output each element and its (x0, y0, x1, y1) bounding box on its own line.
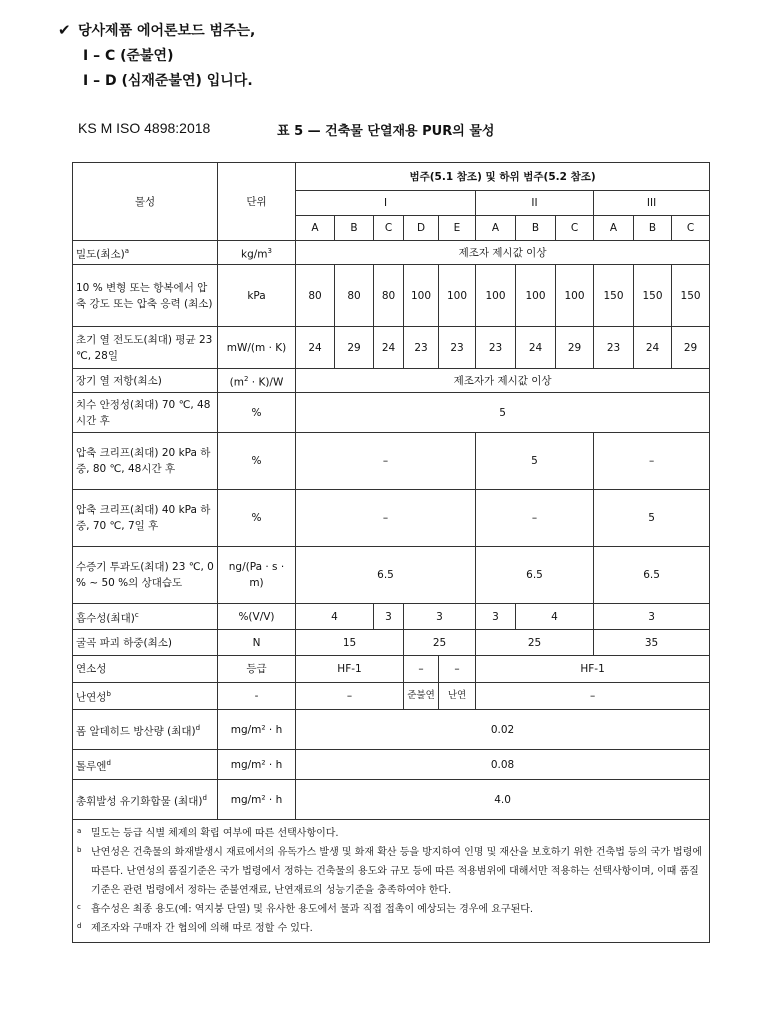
table-row (73, 710, 710, 750)
table-row (73, 656, 710, 683)
value-cell: 준불연 (404, 683, 439, 710)
value-cell: 100 (516, 265, 556, 327)
value-cell: 3 (374, 604, 404, 630)
row-label: 총휘발성 유기화합물 (최대)$^d$ (73, 780, 218, 820)
footnote-b: b 난연성은 건축물의 화재발생시 재료에서의 유독가스 발생 및 화재 확산 등을 방지하여 인명 및 재산을 보호하기 위한 건축법 등의 국가 법령에 따른다. 난연성의 품질기준은 국가 법령에서 정하는 건축물의 용도와 규모 등에 따른 적용범위에 대해서만 적용하는 선택사항이며, 이때 품질기준은 관련 법령에서 정하는 준불연재료, 난연재료의 성능기준을 충족하여야 한다. (77, 846, 703, 896)
unit-cell: mW/(m · K) (218, 327, 296, 369)
property-table (72, 162, 710, 943)
value-cell: 100 (556, 265, 594, 327)
value-cell: 23 (594, 327, 634, 369)
subcat-header: A (594, 216, 634, 241)
table-row (73, 490, 710, 547)
value-cell: 제조자 제시값 이상 (296, 241, 710, 265)
row-label: 밀도(최소)$^a$ (73, 241, 218, 265)
table-title: 표 5 — 건축물 단열재용 PUR의 물성 (277, 124, 495, 139)
footnote-d: d 제조자와 구매자 간 협의에 의해 따로 정할 수 있다. (77, 922, 313, 934)
subcat-header: B (516, 216, 556, 241)
value-cell: 6.5 (296, 547, 476, 604)
row-label: 흡수성(최대)$^c$ (73, 604, 218, 630)
value-cell: – (476, 683, 710, 710)
row-label: 폼 알데히드 방산량 (최대)$^d$ (73, 710, 218, 750)
subcat-header: C (556, 216, 594, 241)
value-cell: 3 (594, 604, 710, 630)
unit-cell: %(V/V) (218, 604, 296, 630)
unit-cell: - (218, 683, 296, 710)
value-cell: – (439, 656, 476, 683)
value-cell: 23 (404, 327, 439, 369)
unit-cell: N (218, 630, 296, 656)
value-cell: 100 (476, 265, 516, 327)
unit-cell: mg/m² · h (218, 750, 296, 780)
row-label: 10 % 변형 또는 항복에서 압축 강도 또는 압축 응력 (최소) (73, 265, 218, 327)
value-cell: 150 (634, 265, 672, 327)
group-header: II (476, 191, 594, 216)
table-row (73, 547, 710, 604)
value-cell: 4.0 (296, 780, 710, 820)
footnote-c: c 흡수성은 최종 용도(예: 역지붕 단열) 및 유사한 용도에서 물과 직접 접촉이 예상되는 경우에 요구된다. (77, 903, 534, 915)
row-label: 압축 크리프(최대) 40 kPa 하중, 70 ℃, 7일 후 (73, 490, 218, 547)
value-cell: 35 (594, 630, 710, 656)
intro-line-2: I – C (준불연) (83, 48, 174, 64)
value-cell: 80 (374, 265, 404, 327)
row-label: 수증기 투과도(최대) 23 ℃, 0 % ~ 50 %의 상대습도 (73, 547, 218, 604)
table-row (73, 241, 710, 265)
value-cell: 0.02 (296, 710, 710, 750)
intro-line-1 (58, 18, 255, 44)
value-cell: 0.08 (296, 750, 710, 780)
intro-heading: 당사제품 에어론보드 범주는, (78, 23, 256, 39)
value-cell: – (296, 490, 476, 547)
subcat-header: A (296, 216, 335, 241)
value-cell: – (594, 433, 710, 490)
value-cell: 제조자가 제시값 이상 (296, 369, 710, 393)
unit-cell: % (218, 490, 296, 547)
value-cell: 5 (476, 433, 594, 490)
table-row (73, 683, 710, 710)
row-label: 압축 크리프(최대) 20 kPa 하중, 80 ℃, 48시간 후 (73, 433, 218, 490)
unit-cell: mg/m² · h (218, 710, 296, 750)
row-label: 톨루엔$^d$ (73, 750, 218, 780)
value-cell: 25 (404, 630, 476, 656)
subcat-header: E (439, 216, 476, 241)
row-label: 치수 안정성(최대) 70 ℃, 48시간 후 (73, 393, 218, 433)
intro-block (58, 18, 255, 94)
row-label: 장기 열 저항(최소) (73, 369, 218, 393)
subcat-header: A (476, 216, 516, 241)
value-cell: HF-1 (476, 656, 710, 683)
value-cell: 24 (374, 327, 404, 369)
value-cell: 29 (556, 327, 594, 369)
value-cell: 5 (594, 490, 710, 547)
intro-line-3: I – D (심재준불연) 입니다. (83, 73, 253, 89)
subcat-header: D (404, 216, 439, 241)
row-label: 초기 열 전도도(최대) 평균 23 ℃, 28일 (73, 327, 218, 369)
value-cell: HF-1 (296, 656, 404, 683)
value-cell: 24 (516, 327, 556, 369)
unit-cell: $(m^2 \cdot K)/W$ (218, 369, 296, 393)
value-cell: 3 (476, 604, 516, 630)
value-cell: 24 (634, 327, 672, 369)
group-header: I (296, 191, 476, 216)
unit-cell: 등급 (218, 656, 296, 683)
property-header: 물성 (73, 163, 218, 241)
value-cell: 4 (296, 604, 374, 630)
row-label: 난연성$^b$ (73, 683, 218, 710)
table-row (73, 327, 710, 369)
unit-header: 단위 (218, 163, 296, 241)
value-cell: 4 (516, 604, 594, 630)
unit-cell: % (218, 433, 296, 490)
table-row (73, 433, 710, 490)
table-row (73, 630, 710, 656)
value-cell: 23 (476, 327, 516, 369)
check-icon: ✔ (58, 21, 71, 39)
value-cell: 150 (594, 265, 634, 327)
group-header: III (594, 191, 710, 216)
subcat-header: B (634, 216, 672, 241)
footnote-a: a 밀도는 등급 식별 체제의 확립 여부에 따른 선택사항이다. (77, 827, 339, 839)
standard-code: KS M ISO 4898:2018 (78, 120, 211, 136)
unit-cell: kPa (218, 265, 296, 327)
row-label: 연소성 (73, 656, 218, 683)
table-row (73, 780, 710, 820)
value-cell: 29 (672, 327, 710, 369)
value-cell: 100 (439, 265, 476, 327)
value-cell: 6.5 (476, 547, 594, 604)
table-row (73, 604, 710, 630)
category-header: 범주(5.1 참조) 및 하위 범주(5.2 참조) (296, 163, 710, 191)
subcat-header: B (335, 216, 374, 241)
value-cell: 15 (296, 630, 404, 656)
value-cell: – (476, 490, 594, 547)
value-cell: 150 (672, 265, 710, 327)
value-cell: 25 (476, 630, 594, 656)
value-cell: 80 (296, 265, 335, 327)
value-cell: – (404, 656, 439, 683)
value-cell: 5 (296, 393, 710, 433)
table-row (73, 265, 710, 327)
subcat-header: C (672, 216, 710, 241)
value-cell: – (296, 433, 476, 490)
value-cell: 23 (439, 327, 476, 369)
value-cell: 24 (296, 327, 335, 369)
unit-cell: % (218, 393, 296, 433)
value-cell: – (296, 683, 404, 710)
unit-cell: $kg/m^3$ (218, 241, 296, 265)
table-row (73, 393, 710, 433)
value-cell: 100 (404, 265, 439, 327)
row-label: 굴곡 파괴 하중(최소) (73, 630, 218, 656)
table-row (73, 369, 710, 393)
footnotes (73, 820, 710, 943)
footnotes-row (73, 820, 710, 943)
value-cell: 난연 (439, 683, 476, 710)
value-cell: 80 (335, 265, 374, 327)
table-row (73, 750, 710, 780)
unit-cell: mg/m² · h (218, 780, 296, 820)
value-cell: 29 (335, 327, 374, 369)
unit-cell: ng/(Pa · s · m) (218, 547, 296, 604)
subcat-header: C (374, 216, 404, 241)
value-cell: 6.5 (594, 547, 710, 604)
value-cell: 3 (404, 604, 476, 630)
